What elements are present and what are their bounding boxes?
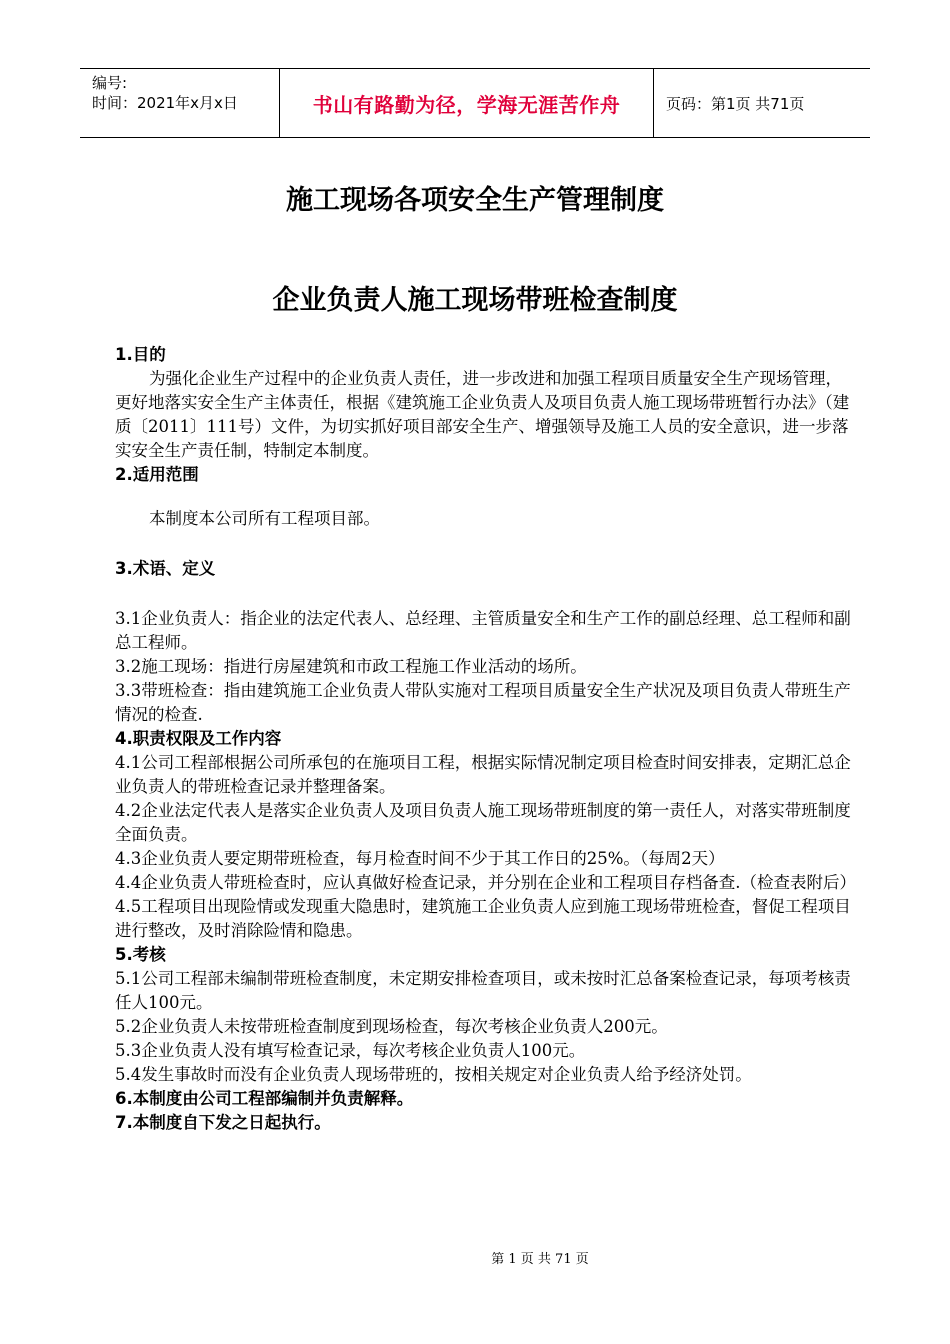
section-3-3: 3.3带班检查：指由建筑施工企业负责人带队实施对工程项目质量安全生产状况及项目负责人带班生产情况的检查. [115, 681, 851, 724]
section-4-2: 4.2企业法定代表人是落实企业负责人及项目负责人施工现场带班制度的第一责任人，对落实带班制度全面负责。 [115, 801, 851, 844]
section-7-heading: 7.本制度自下发之日起执行。 [115, 1113, 331, 1132]
section-4-4: 4.4企业负责人带班检查时，应认真做好检查记录，并分别在企业和工程项目存档备查.（检查表附后） [115, 873, 856, 892]
header-page-info: 页码：第1页 共71页 [666, 94, 805, 113]
section-5-3: 5.3企业负责人没有填写检查记录，每次考核企业负责人100元。 [115, 1041, 586, 1060]
section-5-1: 5.1公司工程部未编制带班检查制度，未定期安排检查项目，或未按时汇总备案检查记录，每项考核责任人100元。 [115, 969, 851, 1012]
page-footer: 第 1 页 共 71 页 [491, 1252, 589, 1267]
section-4-3: 4.3企业负责人要定期带班检查，每月检查时间不少于其工作日的25%。（每周2天） [115, 849, 725, 868]
section-5-heading: 5.考核 [115, 945, 166, 964]
sub-title: 企业负责人施工现场带班检查制度 [272, 285, 678, 316]
header-table [80, 68, 870, 138]
time-label: 时间：2021年x月x日 [92, 94, 238, 112]
section-2-body: 本制度本公司所有工程项目部。 [149, 509, 380, 528]
number-label: 编号: [92, 74, 128, 92]
section-3-heading: 3.术语、定义 [115, 559, 216, 578]
section-4-heading: 4.职责权限及工作内容 [115, 729, 282, 748]
section-4-5: 4.5工程项目出现险情或发现重大隐患时，建筑施工企业负责人应到施工现场带班检查，督促工程项目进行整改，及时消除险情和隐患。 [115, 897, 851, 940]
main-title: 施工现场各项安全生产管理制度 [286, 185, 664, 216]
section-3-2: 3.2施工现场：指进行房屋建筑和市政工程施工作业活动的场所。 [115, 657, 587, 676]
section-1-body: 为强化企业生产过程中的企业负责人责任，进一步改进和加强工程项目质量安全生产现场管理，更好地落实安全生产主体责任，根据《建筑施工企业负责人及项目负责人施工现场带班暂行办法》（建质〔2011〕111号）文件，为切实抓好项目部安全生产、增强领导及施工人员的安全意识，进一步落实安全生产责任制，特制定本制度。 [115, 369, 850, 460]
header-motto: 书山有路勤为径，学海无涯苦作舟 [280, 69, 654, 137]
section-4-1: 4.1公司工程部根据公司所承包的在施项目工程，根据实际情况制定项目检查时间安排表，定期汇总企业负责人的带班检查记录并整理备案。 [115, 753, 851, 796]
section-6-heading: 6.本制度由公司工程部编制并负责解释。 [115, 1089, 414, 1108]
section-2-heading: 2.适用范围 [115, 465, 199, 484]
section-5-4: 5.4发生事故时而没有企业负责人现场带班的，按相关规定对企业负责人给予经济处罚。 [115, 1065, 752, 1084]
document-body [115, 343, 855, 1135]
section-3-1: 3.1企业负责人：指企业的法定代表人、总经理、主管质量安全和生产工作的副总经理、总工程师和副总工程师。 [115, 609, 851, 652]
section-5-2: 5.2企业负责人未按带班检查制度到现场检查，每次考核企业负责人200元。 [115, 1017, 668, 1036]
header-meta [80, 69, 280, 137]
section-1-heading: 1.目的 [115, 345, 166, 364]
